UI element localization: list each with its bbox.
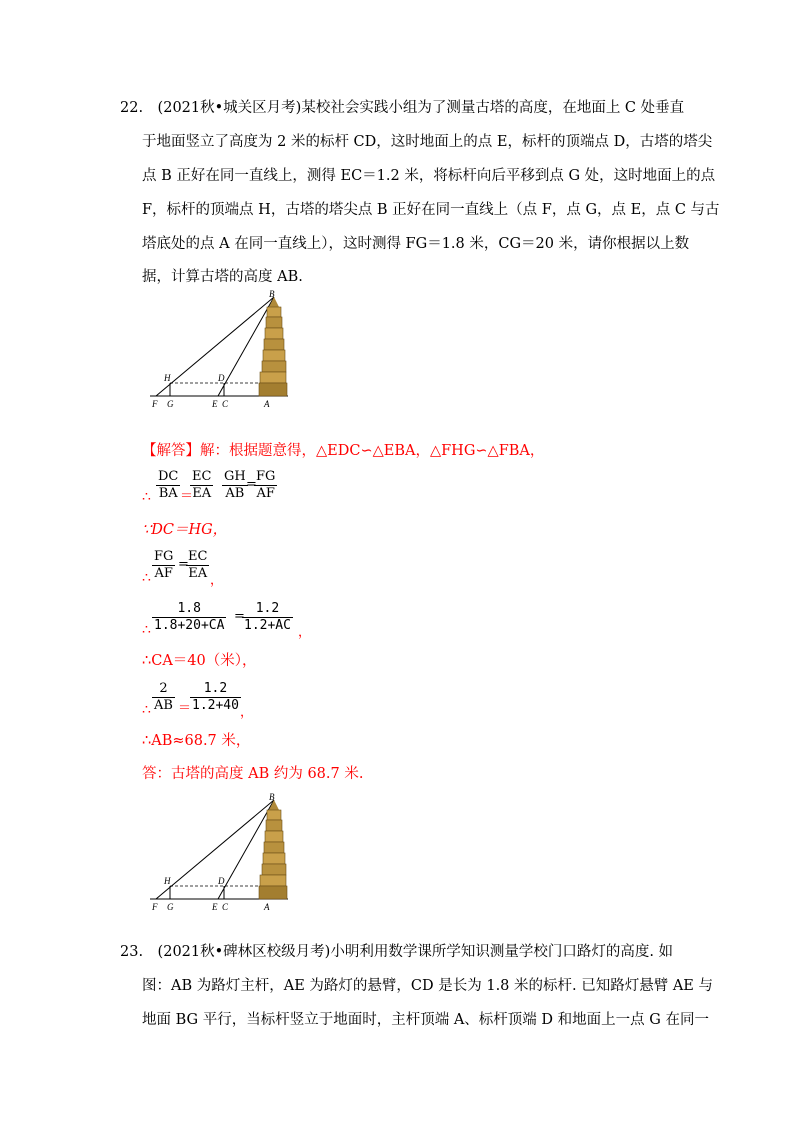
therefore-symbol-1: ∴ xyxy=(142,489,151,505)
sightline-fb xyxy=(156,297,274,396)
label-g: G xyxy=(167,399,174,409)
diagram-svg xyxy=(148,287,293,409)
q22-line-5: 塔底处的点 A 在同一直线上），这时测得 FG＝1.8 米，CG＝20 米，请你根据以上数 xyxy=(142,236,690,252)
q22-line-1: 22. (2021秋•城关区月考)某校社会实践小组为了测量古塔的高度，在地面上 C 处垂直 xyxy=(120,100,685,116)
label-f: F xyxy=(152,399,158,409)
q22-line-3: 点 B 正好在同一直线上，测得 EC＝1.2 米，将标杆向后平移到点 G 处，这时地面上的点 xyxy=(142,168,716,184)
label-a: A xyxy=(264,399,270,409)
label-a: A xyxy=(264,902,270,912)
pagoda-diagram-2 xyxy=(148,790,293,912)
fraction-ec-ea: $\frac{EC}{EA}$ xyxy=(192,469,212,501)
fraction-fg-af: $\frac{FG}{AF}$ xyxy=(256,469,276,501)
q23-line-3: 地面 BG 平行，当标杆竖立于地面时，主杆顶端 A、标杆顶端 D 和地面上一点 G 在同一 xyxy=(142,1012,709,1028)
diagram-svg xyxy=(148,790,293,912)
label-d: D xyxy=(218,876,225,886)
fraction-12-over-sum: $\frac{1.2}{1.2+AC}$ xyxy=(244,601,291,633)
label-g: G xyxy=(167,902,174,912)
label-h: H xyxy=(164,876,171,886)
label-e: E xyxy=(212,902,218,912)
pagoda-icon xyxy=(259,297,287,396)
q23-line-2: 图：AB 为路灯主杆，AE 为路灯的悬臂，CD 是长为 1.8 米的标杆. 已知路灯悬臂 AE 与 xyxy=(142,978,713,994)
because-dc-hg: ∵DC＝HG， xyxy=(142,522,228,538)
pagoda-icon xyxy=(259,800,287,899)
q22-line-2: 于地面竖立了高度为 2 米的标杆 CD，这时地面上的点 E，标杆的顶端点 D，古塔的塔尖 xyxy=(142,134,713,150)
equals-sign: = xyxy=(246,477,257,492)
comma: ， xyxy=(210,573,224,588)
pagoda-diagram-1 xyxy=(148,287,293,409)
label-h: H xyxy=(164,373,171,383)
answer-intro: 【解答】解：根据题意得，△EDC∽△EBA，△FHG∽△FBA， xyxy=(142,443,545,459)
equals-sign: = xyxy=(178,557,189,572)
therefore-symbol-3: ∴ xyxy=(142,622,151,638)
comma: ， xyxy=(240,705,254,720)
fraction-12-over-412: $\frac{1.2}{1.2+40}$ xyxy=(192,681,239,713)
answer-conclusion: 答：古塔的高度 AB 约为 68.7 米. xyxy=(142,766,364,782)
therefore-symbol-2: ∴ xyxy=(142,570,151,586)
equals-sign: = xyxy=(234,609,245,624)
ca-result: ∴CA＝40（米）， xyxy=(142,653,257,669)
q22-line-6: 据，计算古塔的高度 AB. xyxy=(142,269,303,285)
fraction-2-ab: $\frac{2}{AB}$ xyxy=(154,681,173,713)
fraction-gh-ab: $\frac{GH}{AB}$ xyxy=(224,469,246,501)
label-c: C xyxy=(222,902,229,912)
fraction-18-over-sum: $\frac{1.8}{1.8+20+CA}$ xyxy=(154,601,225,633)
label-d: D xyxy=(218,373,225,383)
equals-sign: ＝ xyxy=(180,489,194,504)
q23-line-1: 23. (2021秋•碑林区校级月考)小明利用数学课所学知识测量学校门口路灯的高度. 如 xyxy=(120,944,674,960)
fraction-ec-ea: $\frac{EC}{EA}$ xyxy=(188,549,208,581)
fraction-fg-af: $\frac{FG}{AF}$ xyxy=(154,549,174,581)
label-f: F xyxy=(152,902,158,912)
label-b: B xyxy=(269,289,275,299)
ab-result: ∴AB≈68.7 米， xyxy=(142,733,251,749)
comma: ， xyxy=(298,625,312,640)
label-b: B xyxy=(269,792,275,802)
label-c: C xyxy=(222,399,229,409)
fraction-dc-ba: $\frac{DC}{BA}$ xyxy=(158,469,179,501)
therefore-symbol-4: ∴ xyxy=(142,702,151,718)
label-e: E xyxy=(212,399,218,409)
equals-sign: ＝ xyxy=(178,701,192,716)
sightline-fb xyxy=(156,800,274,899)
q22-line-4: F，标杆的顶端点 H，古塔的塔尖点 B 正好在同一直线上（点 F，点 G，点 E，点 C 与古 xyxy=(142,202,720,218)
